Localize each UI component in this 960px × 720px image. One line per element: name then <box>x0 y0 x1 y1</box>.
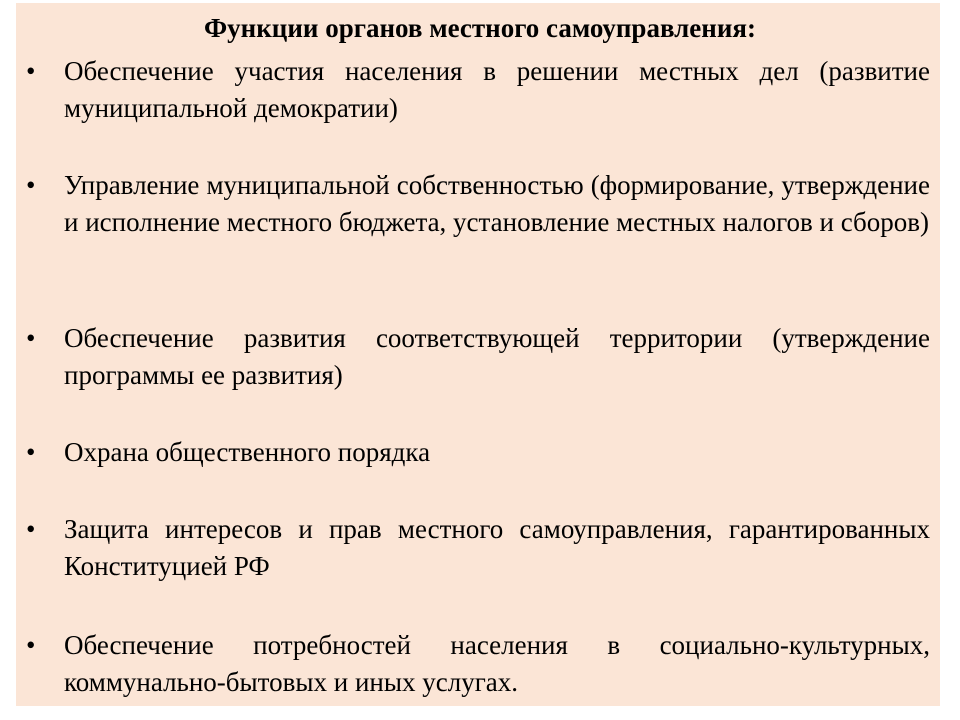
list-item-text: Обеспечение участия населения в решении местных дел (развитие муниципальной демократии) <box>64 56 930 123</box>
list-item-text: Обеспечение потребностей населения в социально-культурных, коммунально-бытовых и иных услугах. <box>64 630 930 697</box>
bullet-icon: • <box>26 56 36 86</box>
slide-title: Функции органов местного самоуправления: <box>203 13 757 43</box>
bullet-icon: • <box>26 323 36 353</box>
bullet-icon: • <box>26 437 36 467</box>
list-item-text: Обеспечение развития соответствующей территории (утверждение программы ее развития) <box>64 323 930 390</box>
bullet-icon: • <box>26 630 36 660</box>
bullet-icon: • <box>26 514 36 544</box>
bullet-icon: • <box>26 170 36 200</box>
list-item-text: Защита интересов и прав местного самоуправления, гарантированных Конституцией РФ <box>64 514 930 581</box>
list-item-text: Управление муниципальной собственностью (формирование, утверждение и исполнение местного бюджета, установление местных налогов и сборов) <box>64 170 930 237</box>
list-item-text: Охрана общественного порядка <box>64 437 431 467</box>
